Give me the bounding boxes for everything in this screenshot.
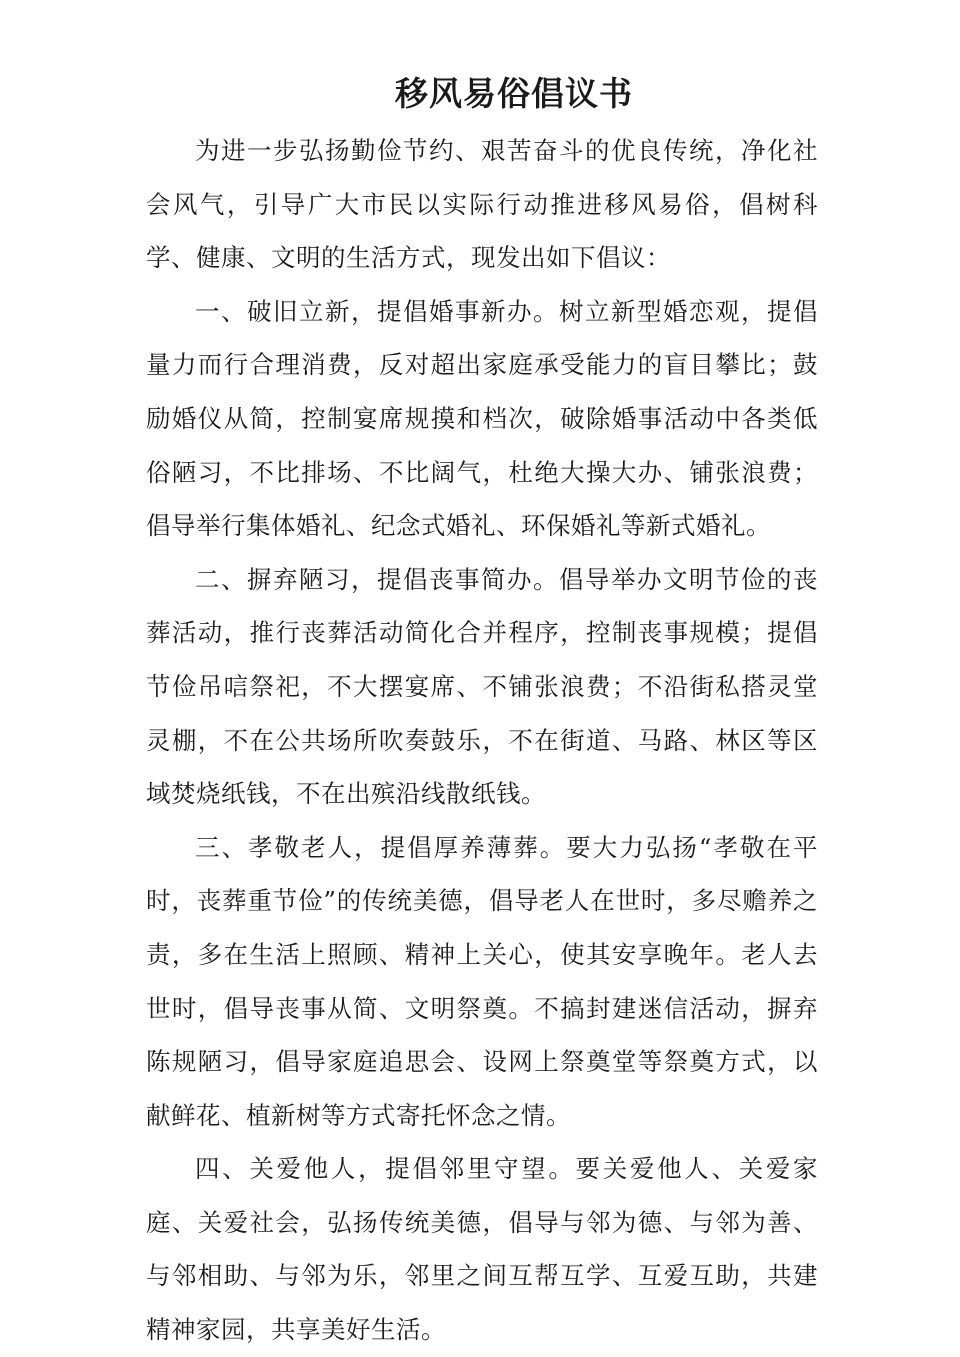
- document-title: 移风易俗倡议书: [395, 74, 633, 113]
- intro-paragraph: 为进一步弘扬勤俭节约、艰苦奋斗的优良传统，净化社会风气，引导广大市民以实际行动推进移风易俗，倡树科学、健康、文明的生活方式，现发出如下倡议：: [146, 136, 818, 273]
- proposal-4-paragraph: 四、关爱他人，提倡邻里守望。要关爱他人、关爱家庭、关爱社会，弘扬传统美德，倡导与邻为德、与邻为善、与邻相助、与邻为乐，邻里之间互帮互学、互爱互助，共建精神家园，共享美好生活。: [146, 1154, 818, 1345]
- proposal-3-paragraph: 三、孝敬老人，提倡厚养薄葬。要大力弘扬“孝敬在平时，丧葬重节俭”的传统美德，倡导老人在世时，多尽赡养之责，多在生活上照顾、精神上关心，使其安享晚年。老人去世时，倡导丧事从简、文明祭奠。不搞封建迷信活动，摒弃陈规陋习，倡导家庭追思会、设网上祭奠堂等祭奠方式，以献鲜花、植新树等方式寄托怀念之情。: [146, 832, 818, 1130]
- document-page: [146, 70, 818, 1357]
- proposal-1-paragraph: 一、破旧立新，提倡婚事新办。树立新型婚恋观，提倡量力而行合理消费，反对超出家庭承受能力的盲目攀比；鼓励婚仪从简，控制宴席规摸和档次，破除婚事活动中各类低俗陋习，不比排场、不比阔气，杜绝大操大办、铺张浪费；倡导举行集体婚礼、纪念式婚礼、环保婚礼等新式婚礼。: [146, 296, 818, 541]
- proposal-2-paragraph: 二、摒弃陋习，提倡丧事简办。倡导举办文明节俭的丧葬活动，推行丧葬活动简化合并程序，控制丧事规模；提倡节俭吊唁祭祀，不大摆宴席、不铺张浪费；不沿街私搭灵堂灵棚，不在公共场所吹奏鼓乐，不在街道、马路、林区等区域焚烧纸钱，不在出殡沿线散纸钱。: [146, 564, 818, 809]
